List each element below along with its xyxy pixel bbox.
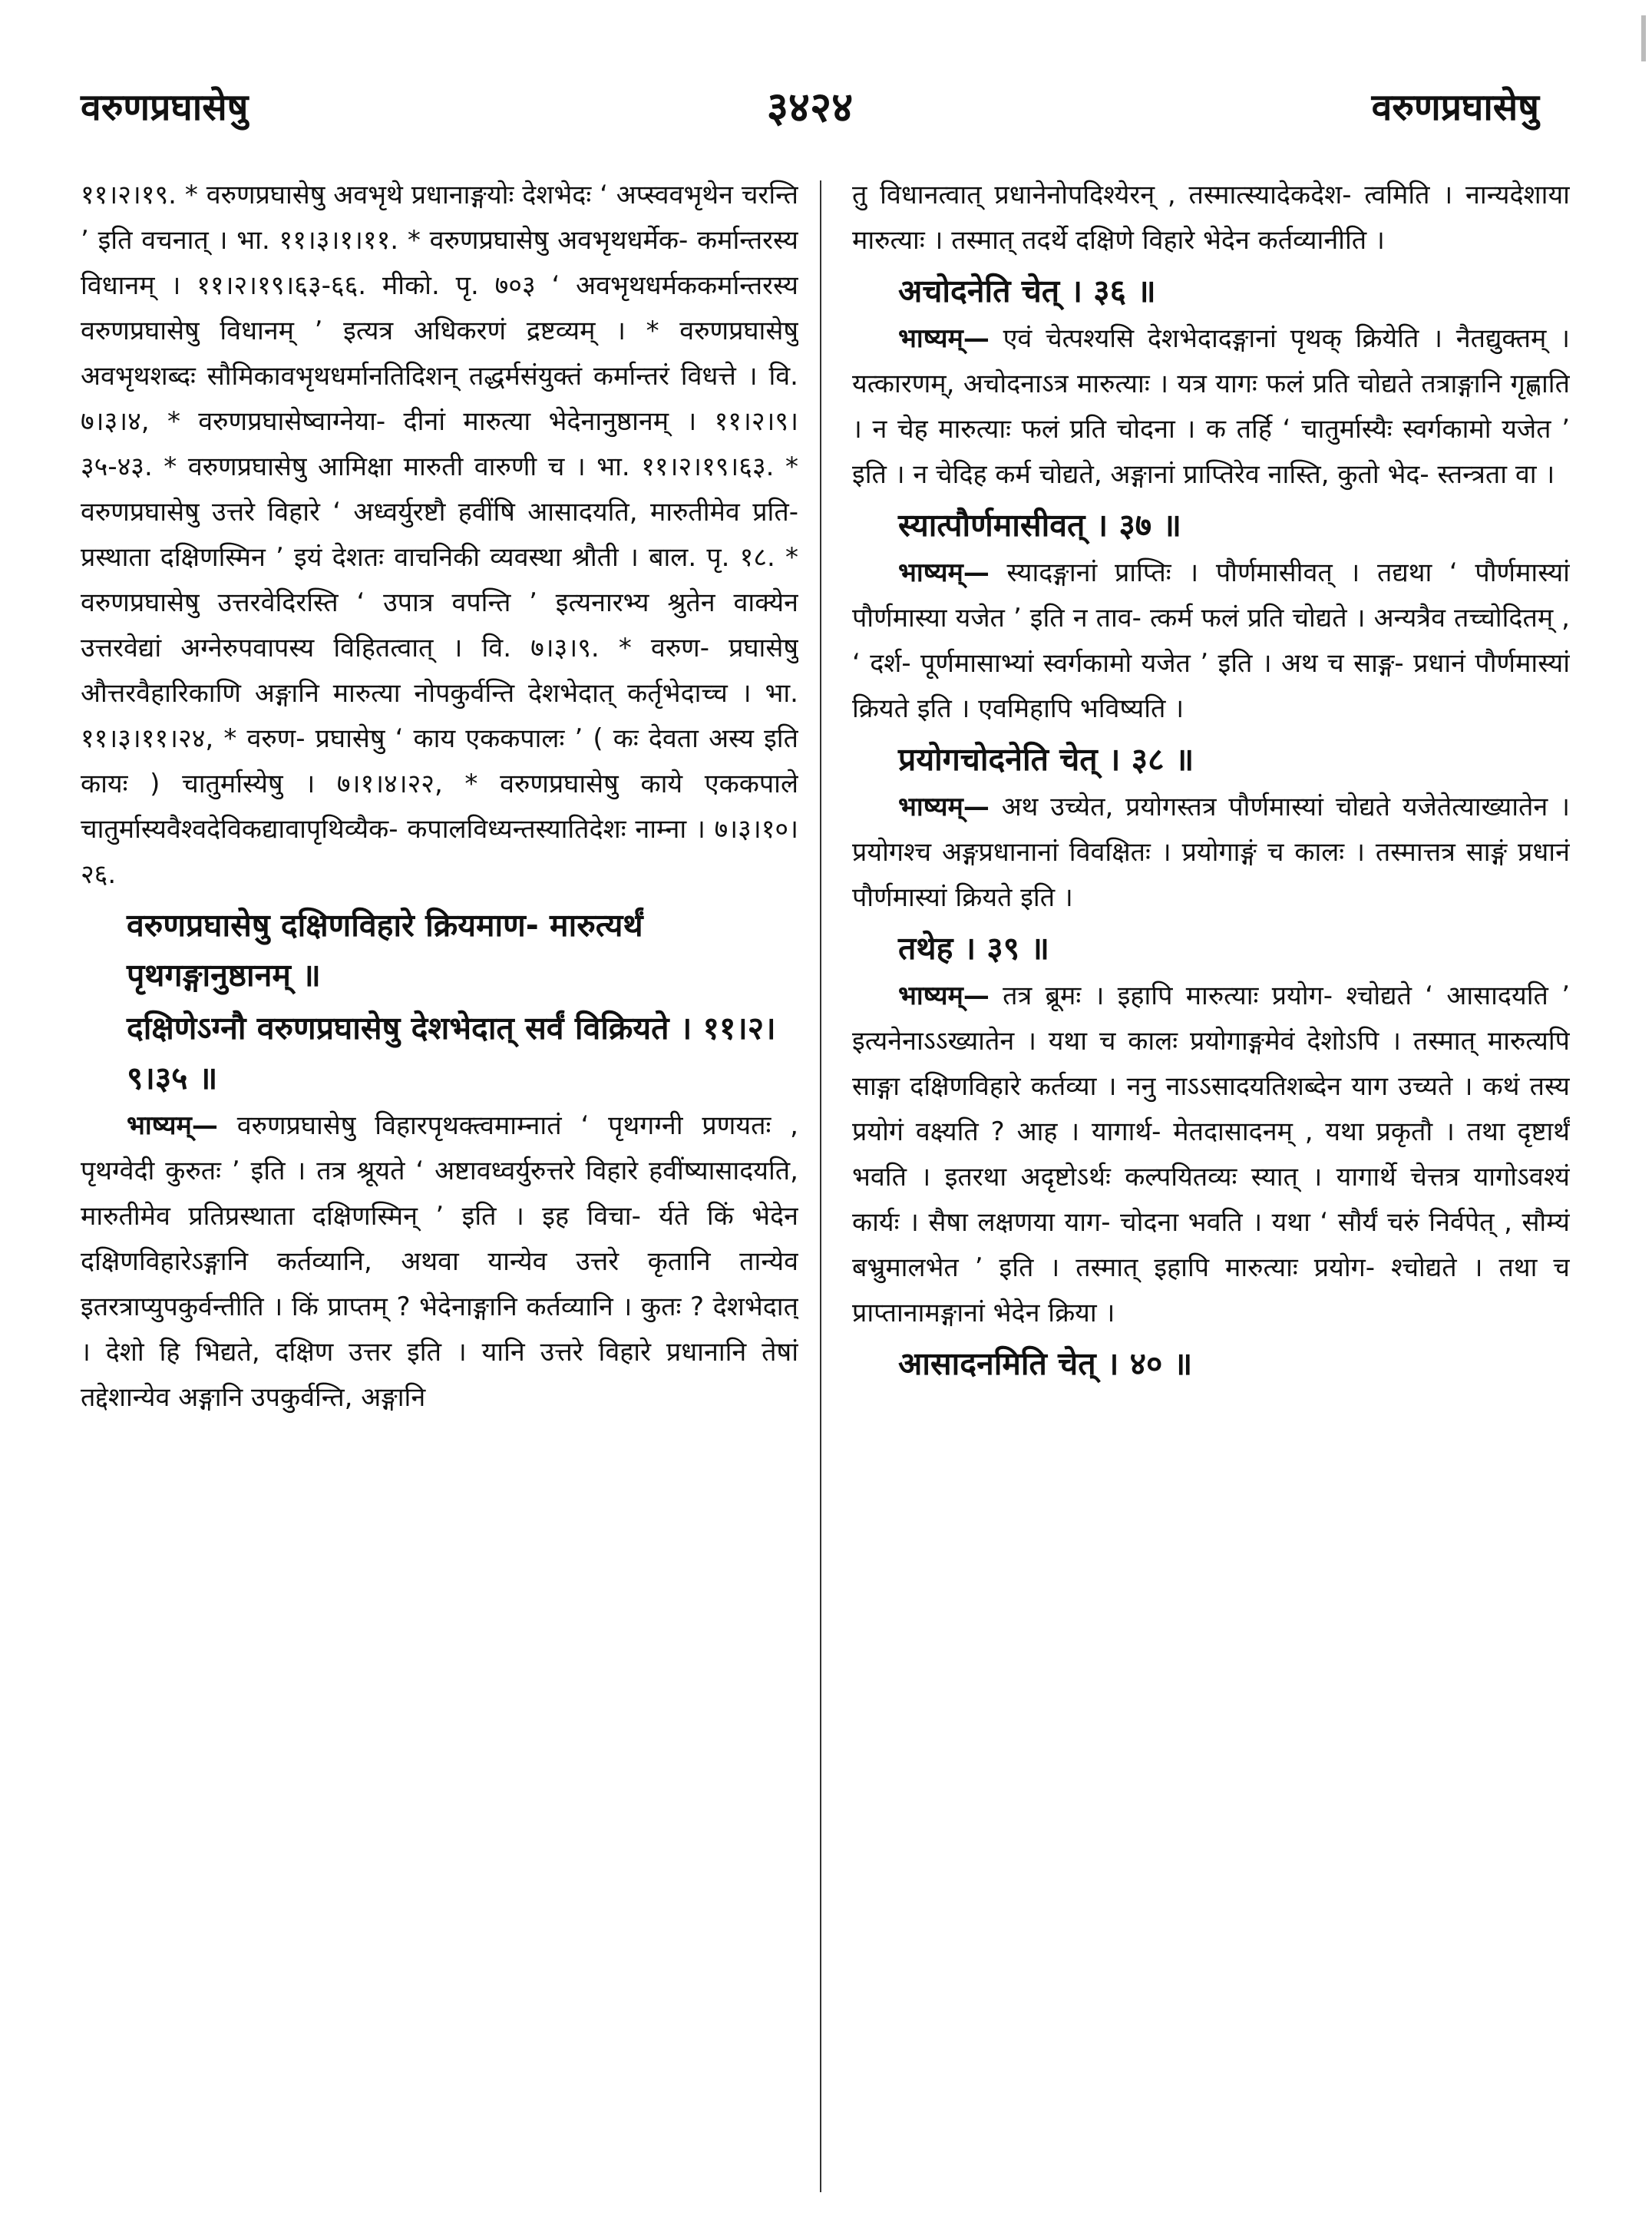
page-header <box>81 73 1539 142</box>
column-divider <box>820 180 821 2192</box>
bhashya-paragraph-37 <box>852 551 1570 732</box>
left-paragraph-references: ११।२।१९. * वरुणप्रघासेषु अवभृथे प्रधानाङ्गयोः देशभेदः ‘ अप्स्ववभृथेन चरन्ति ’ इति वचनात् । भा. ११।३।१।११. * वरुणप्रघासेषु अवभृथधर्मेक- कर्मान्तरस्य विधानम् । ११।२।१९।६३-६६. मीको. पृ. ७०३ ‘ अवभृथधर्मककर्मान्तरस्य वरुणप्रघासेषु विधानम् ’ इत्यत्र अधिकरणं द्रष्टव्यम् । * वरुणप्रघासेषु अवभृथशब्दः सौमिकावभृथधर्मानतिदिशन् तद्धर्मसंयुक्तं कर्मान्तरं विधत्ते । वि. ७।३।४, * वरुणप्रघासेष्वाग्नेया- दीनां मारुत्या भेदेनानुष्ठानम् । ११।२।९।३५-४३. * वरुणप्रघासेषु आमिक्षा मारुती वारुणी च । भा. ११।२।१९।६३. * वरुणप्रघासेषु उत्तरे विहारे ‘ अध्वर्युरष्टौ हवींषि आसादयति, मारुतीमेव प्रति- प्रस्थाता दक्षिणस्मिन ’ इयं देशतः वाचनिकी व्यवस्था श्रौती । बाल. पृ. १८. * वरुणप्रघासेषु उत्तरवेदिरस्ति ‘ उपात्र वपन्ति ’ इत्यनारभ्य श्रुतेन वाक्येन उत्तरवेद्यां अग्नेरुपवापस्य विहितत्वात् । वि. ७।३।९. * वरुण- प्रघासेषु औत्तरवैहारिकाणि अङ्गानि मारुत्या नोपकुर्वन्ति देशभेदात् कर्तृभेदाच्च । भा. ११।३।११।२४, * वरुण- प्रघासेषु ‘ काय एककपालः ’ ( कः देवता अस्य इति कायः ) चातुर्मास्येषु । ७।१।४।२२, * वरुणप्रघासेषु काये एककपाले चातुर्मास्यवैश्वदेविकद्यावापृथिव्यैक- कपालविध्यन्तस्यातिदेशः नाम्ना । ७।३।१०।२६. <box>81 180 798 890</box>
sutra-heading-38: प्रयोगचोदनेति चेत् । ३८ ॥ <box>898 741 1194 778</box>
right-column <box>852 173 1570 2200</box>
bhashya-paragraph-36 <box>852 316 1570 498</box>
running-head-left: वरुणप्रघासेषु <box>81 86 249 129</box>
running-head-right: वरुणप्रघासेषु <box>1371 86 1539 129</box>
bhashya-label: भाष्यम्— <box>898 323 990 354</box>
bhashya-text: अथ उच्येत, प्रयोगस्तत्र पौर्णमास्यां चोद्यते यजेतेत्याख्यातेन । प्रयोगश्च अङ्गप्रधानानां विवक्षितः । प्रयोगाङ्गं च कालः । तस्मात्तत्र साङ्गं प्रधानं पौर्णमास्यां क्रियते इति । <box>852 792 1570 913</box>
bhashya-paragraph-35 <box>81 1103 798 1421</box>
bhashya-paragraph-39 <box>852 974 1570 1336</box>
sutra-heading-40: आसादनमिति चेत् । ४० ॥ <box>898 1345 1193 1382</box>
bhashya-label: भाष्यम्— <box>898 981 990 1011</box>
bhashya-text: वरुणप्रघासेषु विहारपृथक्त्वमाम्नातं ‘ पृथगग्नी प्रणयतः , पृथग्वेदी कुरुतः ’ इति । तत्र श्रूयते ‘ अष्टावध्वर्युरुत्तरे विहारे हवींष्यासादयति, मारुतीमेव प्रतिप्रस्थाता दक्षिणस्मिन् ’ इति । इह विचा- र्यते किं भेदेन दक्षिणविहारेऽङ्गानि कर्तव्यानि, अथवा यान्येव उत्तरे कृतानि तान्येव इतरत्राप्युपकुर्वन्तीति । किं प्राप्तम् ? भेदेनाङ्गानि कर्तव्यानि । कुतः ? देशभेदात् । देशो हि भिद्यते, दक्षिण उत्तर इति । यानि उत्तरे विहारे प्रधानानि तेषां तद्देशान्येव अङ्गानि उपकुर्वन्ति, अङ्गानि <box>81 1110 798 1413</box>
left-column <box>81 173 798 2200</box>
bhashya-text: तत्र ब्रूमः । इहापि मारुत्याः प्रयोग- श्चोद्यते ‘ आसादयति ’ इत्यनेनाऽऽख्यातेन । यथा च कालः प्रयोगाङ्गमेवं देशोऽपि । तस्मात् मारुत्यपि साङ्गा दक्षिणविहारे कर्तव्या । ननु नाऽऽसादयतिशब्देन याग उच्यते । कथं तस्य प्रयोगं वक्ष्यति ? आह । यागार्थ- मेतदासादनम् , यथा प्रकृतौ । तथा दृष्टार्थं भवति । इतरथा अदृष्टोऽर्थः कल्पयितव्यः स्यात् । यागार्थे चेत्तत्र यागोऽवश्यं कार्यः । सैषा लक्षणया याग- चोदना भवति । यथा ‘ सौर्यं चरुं निर्वपेत् , सौम्यं बभ्रुमालभेत ’ इति । तस्मात् इहापि मारुत्याः प्रयोग- श्चोद्यते । तथा च प्राप्तानामङ्गानां भेदेन क्रिया । <box>852 981 1570 1328</box>
bhashya-text: एवं चेत्पश्यसि देशभेदादङ्गानां पृथक् क्रियेति । नैतद्युक्तम् । यत्कारणम्, अचोदनाऽत्र मारुत्याः । यत्र यागः फलं प्रति चोद्यते तत्राङ्गानि गृह्णाति । न चेह मारुत्याः फलं प्रति चोदना । क तर्हि ‘ चातुर्मास्यैः स्वर्गकामो यजेत ’ इति । न चेदिह कर्म चोद्यते, अङ्गानां प्राप्तिरेव नास्ति, कुतो भेद- स्तन्त्रता वा । <box>852 323 1570 490</box>
sutra-heading-37: स्यात्पौर्णमासीवत् । ३७ ॥ <box>898 507 1181 544</box>
sutra-heading-35: दक्षिणेऽग्नौ वरुणप्रघासेषु देशभेदात् सर्वं विक्रियते । ११।२।९।३५ ॥ <box>127 1010 776 1096</box>
sutra-heading-36: अचोदनेति चेत् । ३६ ॥ <box>898 273 1156 309</box>
section-heading-topic: वरुणप्रघासेषु दक्षिणविहारे क्रियमाण- मारुत्यर्थं पृथगङ्गानुष्ठानम् ॥ <box>127 907 643 994</box>
bhashya-text: स्यादङ्गानां प्राप्तिः । पौर्णमासीवत् । तद्यथा ‘ पौर्णमास्यां पौर्णमास्या यजेत ’ इति न ताव- त्कर्म फलं प्रति चोद्यते । अन्यत्रैव तच्चोदितम् , ‘ दर्श- पूर्णमासाभ्यां स्वर्गकामो यजेत ’ इति । अथ च साङ्ग- प्रधानं पौर्णमास्यां क्रियते इति । एवमिहापि भविष्यति । <box>852 557 1570 724</box>
right-paragraph-continued: तु विधानत्वात् प्रधानेनोपदिश्येरन् , तस्मात्स्यादेकदेश- त्वमिति । नान्यदेशाया मारुत्याः । तस्मात् तदर्थे दक्षिणे विहारे भेदेन कर्तव्यानीति । <box>852 180 1570 256</box>
bhashya-label: भाष्यम्— <box>898 792 990 822</box>
bhashya-paragraph-38 <box>852 785 1570 921</box>
page-number: ३४२४ <box>766 83 854 131</box>
sutra-heading-39: तथेह । ३९ ॥ <box>898 930 1049 967</box>
bhashya-label: भाष्यम्— <box>127 1110 218 1141</box>
bhashya-label: भाष्यम्— <box>898 557 990 588</box>
scan-edge-mark <box>1641 15 1646 61</box>
